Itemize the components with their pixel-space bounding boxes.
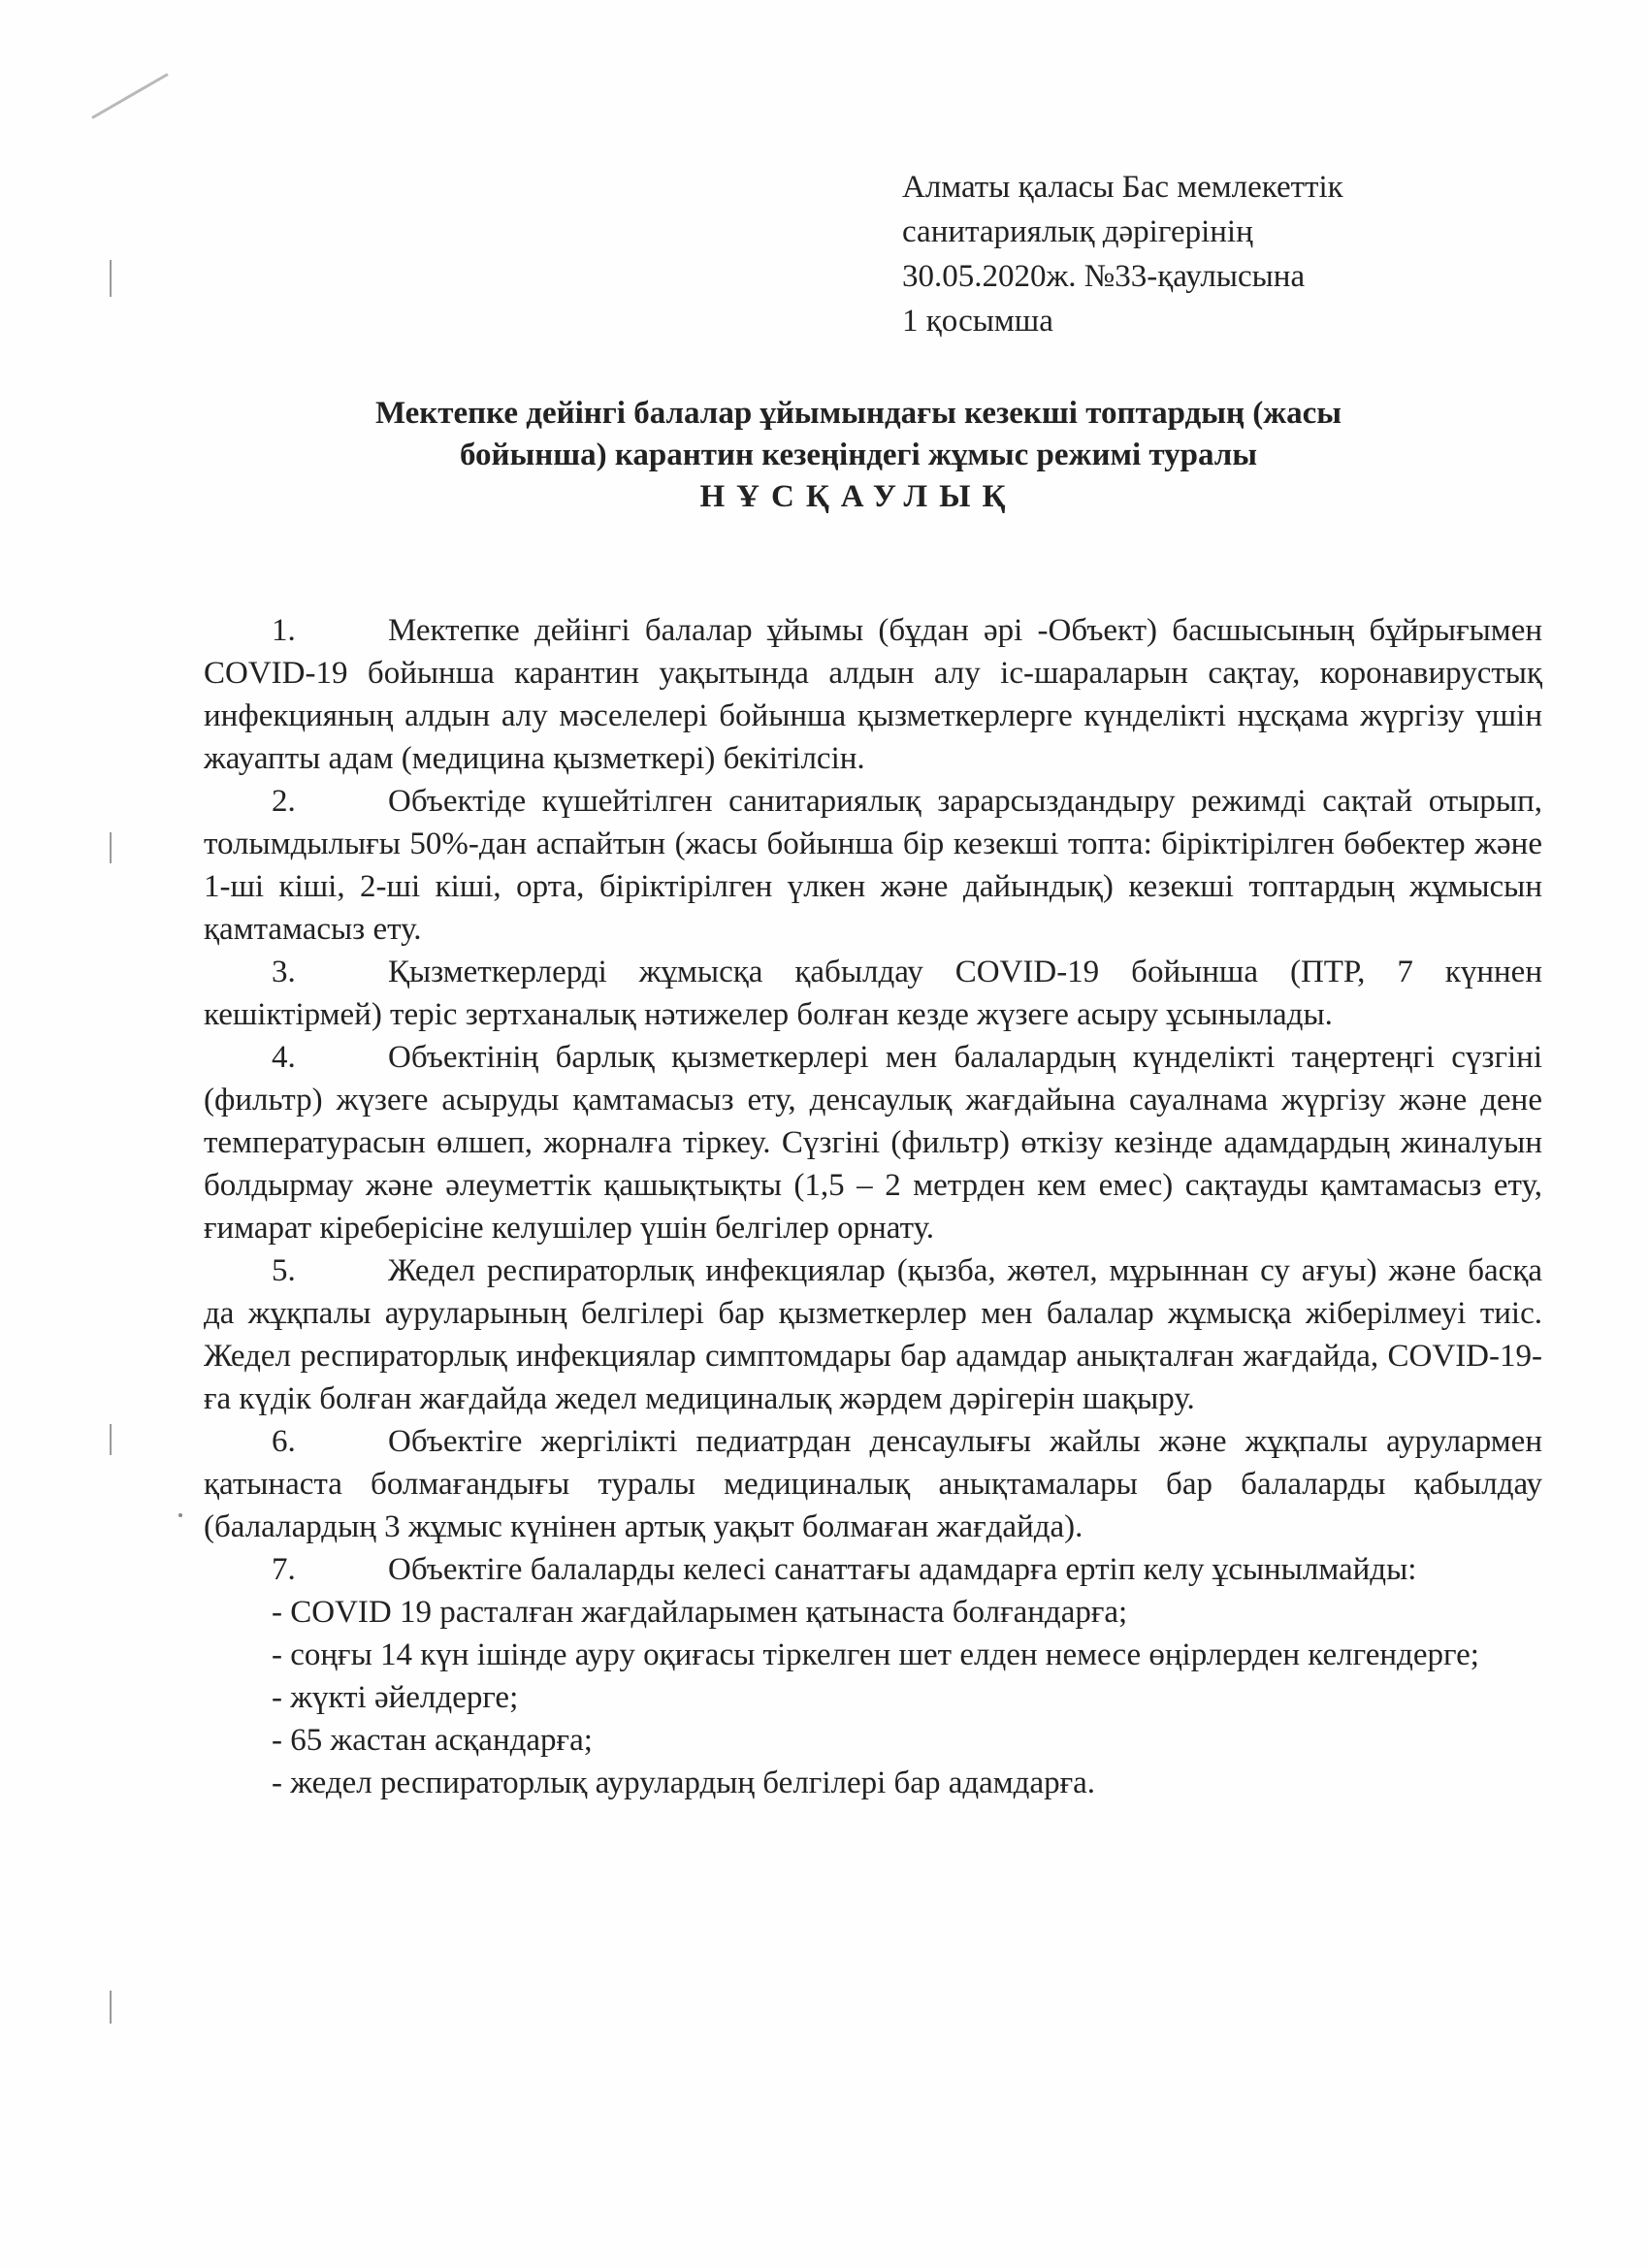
bullet-item: - соңғы 14 күн ішінде ауру оқиғасы тіркелген шет елден немесе өңірлерден келгендерге; [272,1637,1479,1672]
item-number: 2. [272,784,296,819]
bullet-item: - 65 жастан асқандарға; [272,1723,593,1758]
document-heading: НҰСҚАУЛЫҚ [699,479,1018,514]
bullet-item: - жүкті әйелдерге; [272,1680,519,1715]
item-text: Қызметкерлерді жұмысқа қабылдау COVID-19 бойынша (ПТР, 7 күннен кешіктірмей) теріс зертханалық нәтижелер болған кезде жүзеге асыру ұсынылады. [204,955,1542,1032]
item-number: 3. [272,955,296,989]
numbered-item [204,1249,1542,1420]
numbered-item [204,951,1542,1036]
item-text: Объектінің барлық қызметкерлері мен балалардың күнделікті таңертеңгі сүзгіні (фильтр) жүзеге асыруды қамтамасыз ету, денсаулық жағдайына сауалнама жүргізу және дене температурасын өлшеп, жорналға тіркеу. Сүзгіні (фильтр) өткізу кезінде адамдардың жиналуын болдырмау және әлеуметтік қашықтықты (1,5 – 2 метрден кем емес) сақтауды қамтамасыз ету, ғимарат кіреберісіне келушілер үшін белгілер орнату. [204,1040,1542,1246]
item-text: Объектіге жергілікті педиатрдан денсаулығы жайлы және жұқпалы аурулармен қатынаста болмағандығы туралы медициналық анықтамалары бар балаларды қабылдау (балалардың 3 жұмыс күнінен артық уақыт болмаған жағдайда). [204,1424,1542,1544]
item-number: 4. [272,1040,296,1075]
item-number: 1. [272,613,296,648]
header-line: Алматы қаласы Бас мемлекеттік [902,170,1343,205]
binding-mark [110,1991,112,2024]
item-number: 7. [272,1552,296,1587]
bullet-item: - COVID 19 расталған жағдайларымен қатынаста болғандарға; [272,1595,1128,1630]
header-line: 1 қосымша [902,304,1053,339]
bullet-item: - жедел респираторлық аурулардың белгілері бар адамдарға. [272,1766,1096,1800]
item-number: 5. [272,1253,296,1288]
title-line: Мектепке дейінгі балалар ұйымындағы кезекші топтардың (жасы [374,396,1342,431]
item-text: Объектіде күшейтілген санитариялық зарарсыздандыру режимді сақтай отырып, толымдылығы 50%-дан аспайтын (жасы бойынша бір кезекші топта: біріктірілген бөбектер және 1-ші кіші, 2-ші кіші, орта, біріктірілген үлкен және дайындық) кезекші топтардың жұмысын қамтамасыз ету. [204,784,1542,947]
item-text: Жедел респираторлық инфекциялар (қызба, жөтел, мұрыннан су ағуы) және басқа да жұқпалы ауруларының белгілері бар қызметкерлер мен балалар жұмысқа жіберілмеуі тиіс. Жедел респираторлық инфекциялар симптомдары бар адамдар анықталған жағдайда, COVID-19-ға күдік болған жағдайда жедел медициналық жәрдем дәрігерін шақыру. [204,1253,1542,1416]
numbered-item [204,1548,1542,1591]
appendix-header [902,165,1504,343]
header-line: санитариялық дәрігерінің [902,214,1253,249]
item-text: Объектіге балаларды келесі санаттағы адамдарға ертіп келу ұсынылмайды: [388,1552,1417,1587]
header-line: 30.05.2020ж. №33-қаулысына [902,259,1306,294]
numbered-item [204,609,1542,780]
numbered-item [204,1420,1542,1548]
document-body [204,609,1542,1804]
item-number: 6. [272,1424,296,1459]
item-text: Мектепке дейінгі балалар ұйымы (бұдан әрі -Объект) басшысының бұйрығымен COVID-19 бойынша карантин уақытында алдын алу іс-шараларын сақтау, коронавирустық инфекцияның алдын алу мәселелері бойынша қызметкерлерге күнделікті нұсқама жүргізу үшін жауапты адам (медицина қызметкері) бекітілсін. [204,613,1542,776]
document-title [194,393,1523,518]
scan-speck [178,1513,182,1517]
binding-mark [110,260,112,297]
binding-mark [110,1424,112,1455]
numbered-item [204,780,1542,951]
title-line: бойынша) карантин кезеңіндегі жұмыс режимі туралы [459,437,1258,472]
scan-artifact [91,73,168,119]
binding-mark [110,832,112,863]
numbered-item [204,1036,1542,1249]
